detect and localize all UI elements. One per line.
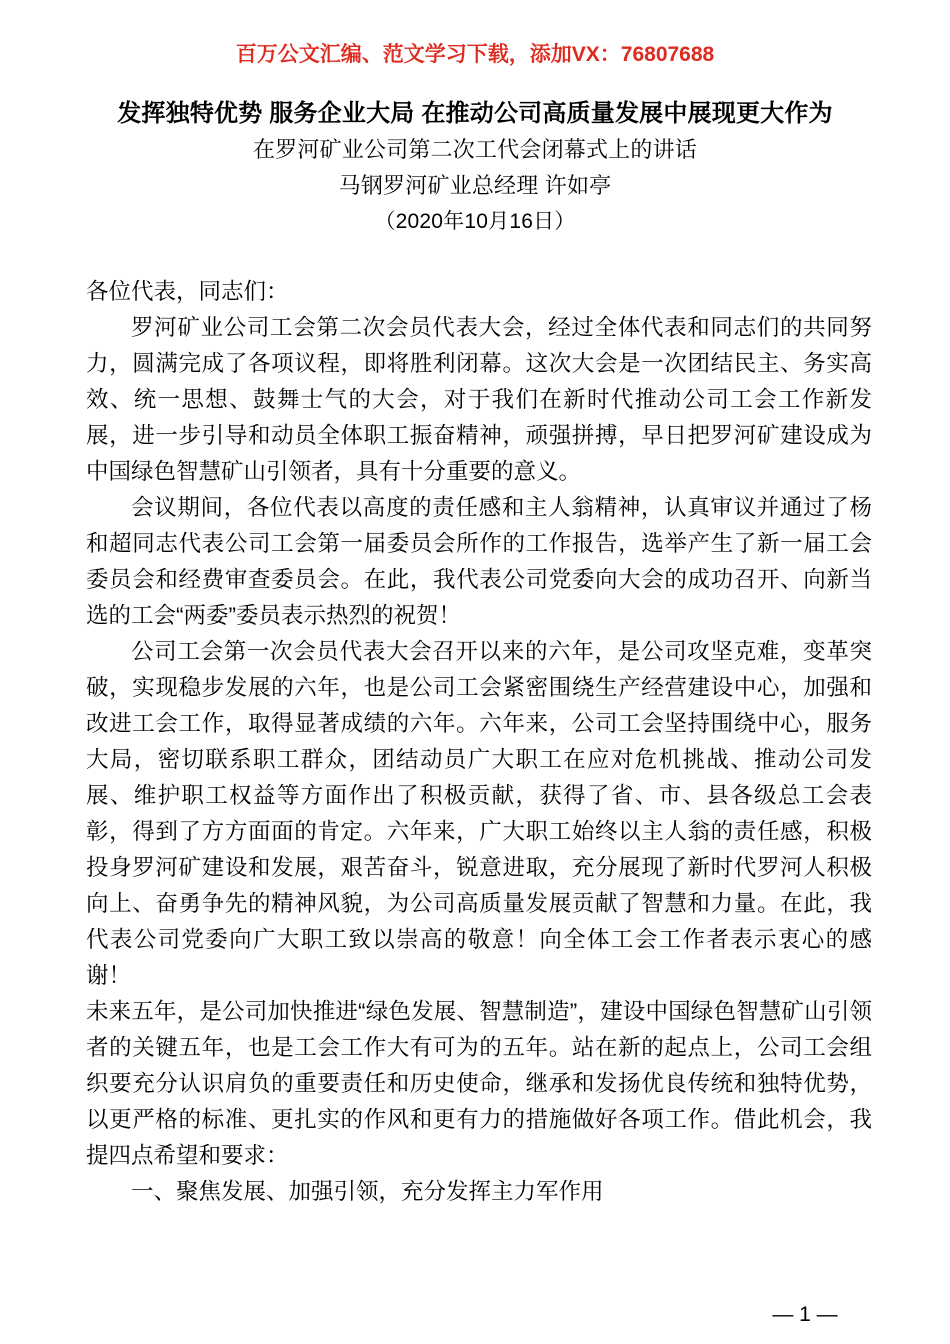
body-paragraph-no-indent: 未来五年，是公司加快推进“绿色发展、智慧制造”，建设中国绿色智慧矿山引领者的关键五年，也是工会工作大有可为的五年。站在新的起点上，公司工会组织要充分认识肩负的重要责任和历史使命，继承和发扬优良传统和独特优势，以更严格的标准、更扎实的作风和更有力的措施做好各项工作。借此机会，我提四点希望和要求：: [86, 999, 872, 1168]
page-footer: [0, 1300, 950, 1330]
document-title-author: 马钢罗河矿业总经理 许如亭: [338, 173, 612, 198]
document-title-block: [0, 96, 950, 240]
salutation-line: 各位代表，同志们：: [86, 279, 289, 304]
body-paragraph: 会议期间，各位代表以高度的责任感和主人翁精神，认真审议并通过了杨和超同志代表公司工会第一届委员会所作的工作报告，选举产生了新一届工会委员会和经费审查委员会。在此，我代表公司党委向大会的成功召开、向新当选的工会“两委”委员表示热烈的祝贺！: [86, 495, 872, 628]
document-title-date: （2020年10月16日）: [374, 210, 576, 233]
body-paragraph: 罗河矿业公司工会第二次会员代表大会，经过全体代表和同志们的共同努力，圆满完成了各项议程，即将胜利闭幕。这次大会是一次团结民主、务实高效、统一思想、鼓舞士气的大会，对于我们在新时代推动公司工会工作新发展，进一步引导和动员全体职工振奋精神，顽强拼搏，早日把罗河矿建设成为中国绿色智慧矿山引领者，具有十分重要的意义。: [86, 315, 872, 484]
document-body: [86, 274, 872, 1210]
document-title-line-2: 在罗河矿业公司第二次工代会闭幕式上的讲话: [252, 137, 697, 162]
document-title-line-1: 发挥独特优势 服务企业大局 在推动公司高质量发展中展现更大作为: [117, 100, 833, 127]
body-paragraph: 公司工会第一次会员代表大会召开以来的六年，是公司攻坚克难，变革突破，实现稳步发展的六年，也是公司工会紧密围绕生产经营建设中心，加强和改进工会工作，取得显著成绩的六年。六年来，公司工会坚持围绕中心，服务大局，密切联系职工群众，团结动员广大职工在应对危机挑战、推动公司发展、维护职工权益等方面作出了积极贡献，获得了省、市、县各级总工会表彰，得到了方方面面的肯定。六年来，广大职工始终以主人翁的责任感，积极投身罗河矿建设和发展，艰苦奋斗，锐意进取，充分展现了新时代罗河人积极向上、奋勇争先的精神风貌，为公司高质量发展贡献了智慧和力量。在此，我代表公司党委向广大职工致以崇高的敬意！向全体工会工作者表示衷心的感谢！: [86, 639, 872, 988]
promo-header: [0, 42, 950, 67]
page-number: — 1 —: [772, 1303, 838, 1326]
promo-header-text: 百万公文汇编、范文学习下载，添加VX：76807688: [235, 43, 715, 66]
section-heading-one: 一、聚焦发展、加强引领，充分发挥主力军作用: [131, 1179, 604, 1204]
